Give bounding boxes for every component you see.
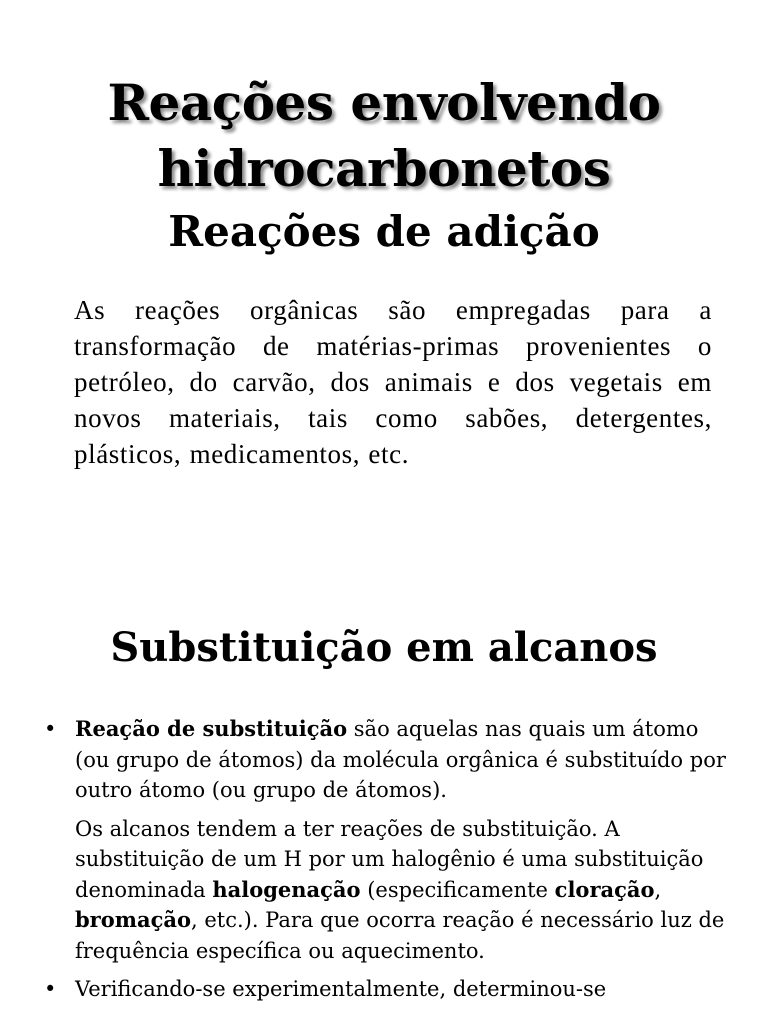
bullet-icon: •: [44, 977, 57, 1001]
term-cloracao: cloração: [554, 876, 655, 902]
term-halogenacao: halogenação: [212, 876, 361, 902]
slide-title-line-2: hidrocarbonetos: [157, 139, 611, 198]
term-reacao-substituicao: Reação de substituição: [75, 716, 348, 741]
alcanos-text-c: (especificamente: [360, 877, 555, 902]
slide-body: [44, 714, 734, 1013]
intro-paragraph: As reações orgânicas são empregadas para a transformação de matérias-primas provenientes o petróleo, do carvão, dos animais e dos vegetais em novos materiais, tais como sabões, detergentes, plásticos, medicamentos, etc.: [74, 295, 712, 469]
experimental-text: Verificando-se experimentalmente, determinou-se: [75, 977, 607, 1001]
bullet-item-definition: [44, 714, 734, 806]
alcanos-text-e: , etc.). Para que ocorra reação é necessário luz de frequência específica ou aquecimento.: [75, 908, 725, 963]
bullet-item-experimental: [44, 974, 734, 1005]
definition-text: são aquelas nas quais um átomo (ou grupo de átomos) da molécula orgânica é substituído por outro átomo (ou grupo de átomos).: [75, 717, 726, 802]
section-title: Substituição em alcanos: [110, 624, 658, 671]
alcanos-text-a: Os alcanos tendem a ter reações de substituição. A substituição de um H por um halogênio é uma substituição denominada: [75, 816, 704, 902]
paragraph-alcanos: [44, 814, 734, 967]
slide-title: [0, 70, 768, 202]
alcanos-text-d: ,: [654, 877, 662, 902]
bullet-icon: •: [44, 717, 57, 741]
term-bromacao: bromação: [75, 907, 191, 932]
slide-title-line-1: Reações envolvendo: [107, 73, 661, 132]
slide-subtitle: Reações de adição: [168, 207, 600, 256]
